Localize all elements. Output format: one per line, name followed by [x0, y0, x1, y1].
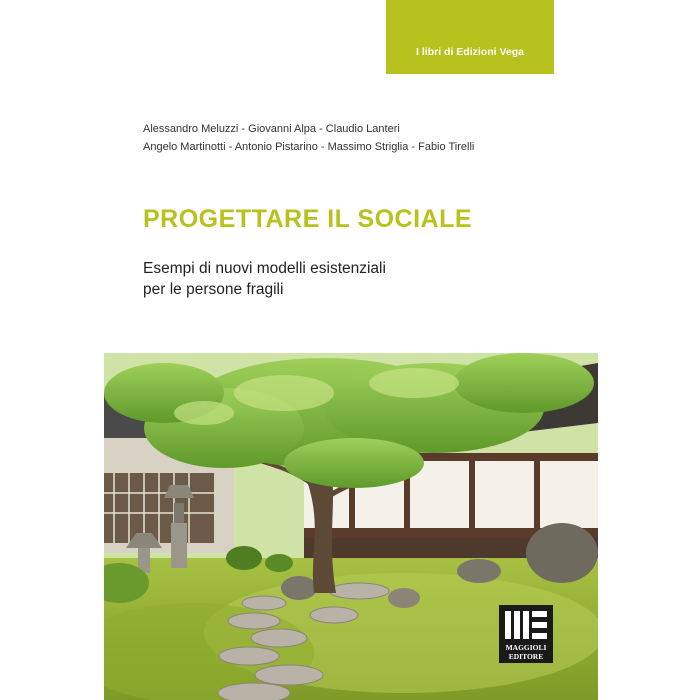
authors-line-2: Angelo Martinotti - Antonio Pistarino - Massimo Striglia - Fabio Tirelli [143, 141, 475, 153]
authors-line-1: Alessandro Meluzzi - Giovanni Alpa - Claudio Lanteri [143, 123, 400, 135]
book-subtitle [143, 258, 386, 300]
book-title: PROGETTARE IL SOCIALE [143, 205, 473, 233]
subtitle-line-1: Esempi di nuovi modelli esistenziali [143, 260, 386, 277]
series-label: I libri di Edizioni Vega [416, 46, 524, 58]
series-tab [386, 0, 554, 74]
publisher-name-line-1: MAGGIOLI [505, 643, 547, 652]
maggioli-logo-icon [499, 605, 553, 663]
subtitle-line-2: per le persone fragili [143, 281, 284, 298]
authors-block [143, 120, 474, 156]
publisher-logo [499, 605, 553, 663]
publisher-name-line-2: EDITORE [508, 652, 544, 661]
